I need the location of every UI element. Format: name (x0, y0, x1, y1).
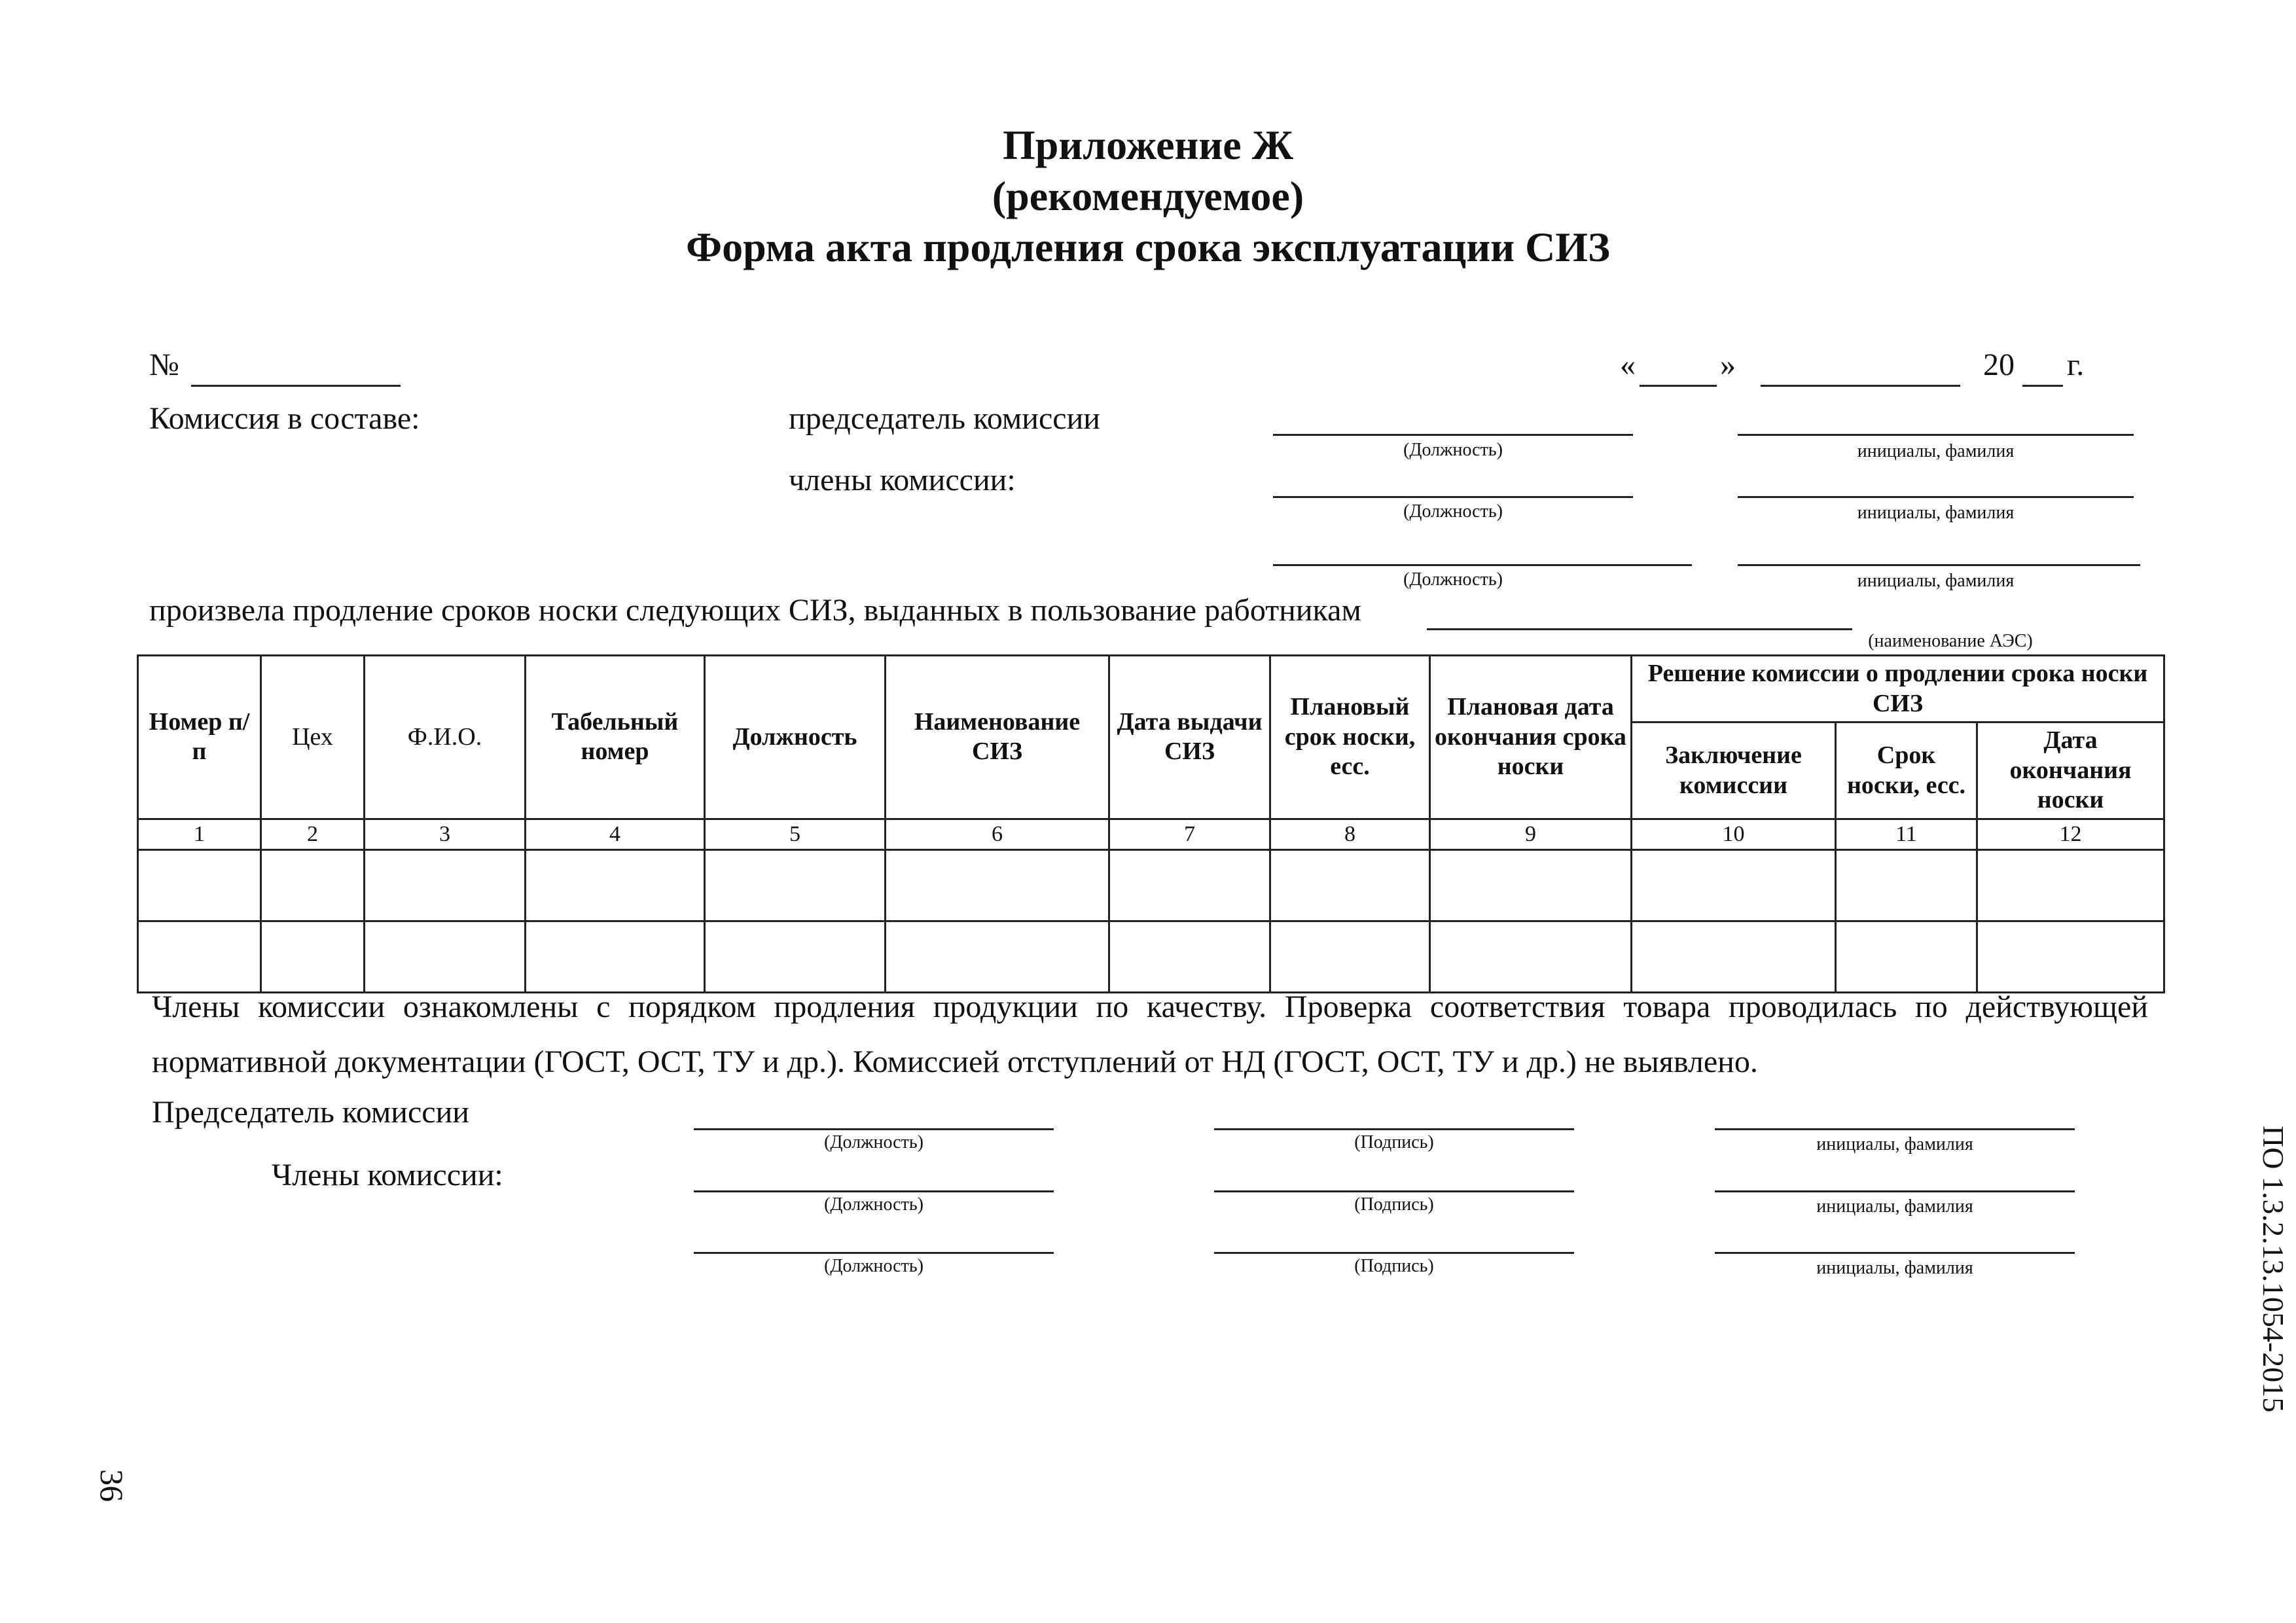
table-cell[interactable] (1632, 849, 1836, 921)
column-number: 2 (261, 819, 365, 849)
footer-chairman-label: Председатель комиссии (152, 1095, 469, 1130)
footer-member1-position-caption: (Должность) (824, 1194, 924, 1215)
footer-chairman-signature-caption: (Подпись) (1354, 1132, 1434, 1152)
footer-chairman-position-line[interactable] (694, 1128, 1054, 1130)
chairman-name-line[interactable] (1738, 434, 2134, 436)
column-number: 12 (1977, 819, 2164, 849)
commission-members-label: члены комиссии: (789, 463, 1016, 497)
date-month-line[interactable] (1761, 385, 1960, 387)
footer-paragraph-line-2: нормативной документации (ГОСТ, ОСТ, ТУ и др.). Комиссией отступлений от НД (ГОСТ, ОСТ, ТУ и др.) не выявлено. (152, 1044, 1758, 1079)
header-decision-group: Решение комиссии о продлении срока носки СИЗ (1632, 656, 2164, 722)
member2-position-caption: (Должность) (1403, 569, 1503, 590)
column-number: 5 (705, 819, 886, 849)
header-position: Должность (705, 656, 886, 819)
header-issue-date: Дата выдачи СИЗ (1109, 656, 1270, 819)
document-code: ПО 1.3.2.13.1054-2015 (2257, 1126, 2290, 1413)
column-number: 4 (526, 819, 705, 849)
column-number: 3 (365, 819, 526, 849)
footer-paragraph (152, 980, 2148, 1090)
intro-text: произвела продление сроков носки следующих СИЗ, выданных в пользование работникам (149, 593, 1361, 628)
footer-members-label: Члены комиссии: (272, 1158, 503, 1192)
column-number: 7 (1109, 819, 1270, 849)
chairman-position-line[interactable] (1273, 434, 1633, 436)
member2-name-line[interactable] (1738, 564, 2140, 566)
chairman-position-caption: (Должность) (1403, 440, 1503, 460)
column-number: 8 (1270, 819, 1430, 849)
column-number: 11 (1836, 819, 1977, 849)
footer-member2-position-line[interactable] (694, 1252, 1054, 1254)
title-line-3: Форма акта продления срока эксплуатации СИЗ (686, 224, 1610, 270)
header-tab-number: Табельный номер (526, 656, 705, 819)
member1-position-caption: (Должность) (1403, 501, 1503, 522)
date-year-line[interactable] (2022, 385, 2063, 387)
footer-member1-signature-line[interactable] (1214, 1190, 1574, 1192)
header-term: Срок носки, есс. (1836, 722, 1977, 819)
footer-member2-signature-caption: (Подпись) (1354, 1256, 1434, 1276)
header-conclusion: Заключение комиссии (1632, 722, 1836, 819)
table-cell[interactable] (1836, 849, 1977, 921)
npp-name-caption: (наименование АЭС) (1868, 631, 2033, 651)
table-cell[interactable] (886, 849, 1109, 921)
commission-chairman-label: председатель комиссии (789, 401, 1100, 436)
table-cell[interactable] (1977, 849, 2164, 921)
header-fio: Ф.И.О. (365, 656, 526, 819)
member1-name-line[interactable] (1738, 496, 2134, 498)
title-line-1: Приложение Ж (1003, 122, 1293, 168)
footer-member1-name-caption: инициалы, фамилия (1816, 1196, 1973, 1217)
siz-extension-table (137, 654, 2165, 993)
title-line-2: (рекомендуемое) (992, 173, 1304, 219)
footer-member1-signature-caption: (Подпись) (1354, 1194, 1434, 1215)
table-cell[interactable] (261, 849, 365, 921)
member1-name-caption: инициалы, фамилия (1857, 503, 2015, 523)
table-cell[interactable] (365, 849, 526, 921)
member2-position-line[interactable] (1273, 564, 1692, 566)
table-cell[interactable] (705, 849, 886, 921)
footer-member2-name-caption: инициалы, фамилия (1816, 1258, 1973, 1278)
date-year-prefix: 20 (1983, 348, 2015, 382)
table-cell[interactable] (138, 849, 261, 921)
table-cell[interactable] (1270, 849, 1430, 921)
footer-member2-name-line[interactable] (1715, 1252, 2075, 1254)
header-planned-end: Плановая дата окончания срока носки (1430, 656, 1632, 819)
table-cell[interactable] (526, 849, 705, 921)
footer-chairman-name-line[interactable] (1715, 1128, 2075, 1130)
member2-name-caption: инициалы, фамилия (1857, 571, 2015, 591)
footer-paragraph-line-1: Члены комиссии ознакомлены с порядком продления продукции по качеству. Проверка соответствия товара проводилась по действующей (152, 990, 2148, 1024)
footer-member1-position-line[interactable] (694, 1190, 1054, 1192)
header-num: Номер п/п (138, 656, 261, 819)
date-day-line[interactable] (1640, 385, 1717, 387)
header-end-date: Дата окончания носки (1977, 722, 2164, 819)
footer-chairman-position-caption: (Должность) (824, 1132, 924, 1152)
column-number: 10 (1632, 819, 1836, 849)
date-close-quote: » (1720, 348, 1736, 382)
commission-composition-label: Комиссия в составе: (149, 401, 420, 436)
column-number: 1 (138, 819, 261, 849)
table-row (138, 849, 2164, 921)
date-open-quote: « (1620, 348, 1636, 382)
header-siz-name: Наименование СИЗ (886, 656, 1109, 819)
footer-chairman-name-caption: инициалы, фамилия (1816, 1134, 1973, 1154)
table-cell[interactable] (1109, 849, 1270, 921)
footer-member2-signature-line[interactable] (1214, 1252, 1574, 1254)
footer-chairman-signature-line[interactable] (1214, 1128, 1574, 1130)
act-number-label: № (149, 348, 179, 382)
date-year-suffix: г. (2067, 348, 2085, 382)
footer-member1-name-line[interactable] (1715, 1190, 2075, 1192)
table-cell[interactable] (1430, 849, 1632, 921)
column-number: 9 (1430, 819, 1632, 849)
footer-member2-position-caption: (Должность) (824, 1256, 924, 1276)
column-number: 6 (886, 819, 1109, 849)
member1-position-line[interactable] (1273, 496, 1633, 498)
page-number: 36 (94, 1469, 130, 1502)
npp-name-line[interactable] (1427, 628, 1852, 630)
header-planned-term: Плановый срок носки, есс. (1270, 656, 1430, 819)
chairman-name-caption: инициалы, фамилия (1857, 441, 2015, 461)
header-shop: Цех (261, 656, 365, 819)
act-number-line[interactable] (191, 385, 401, 387)
